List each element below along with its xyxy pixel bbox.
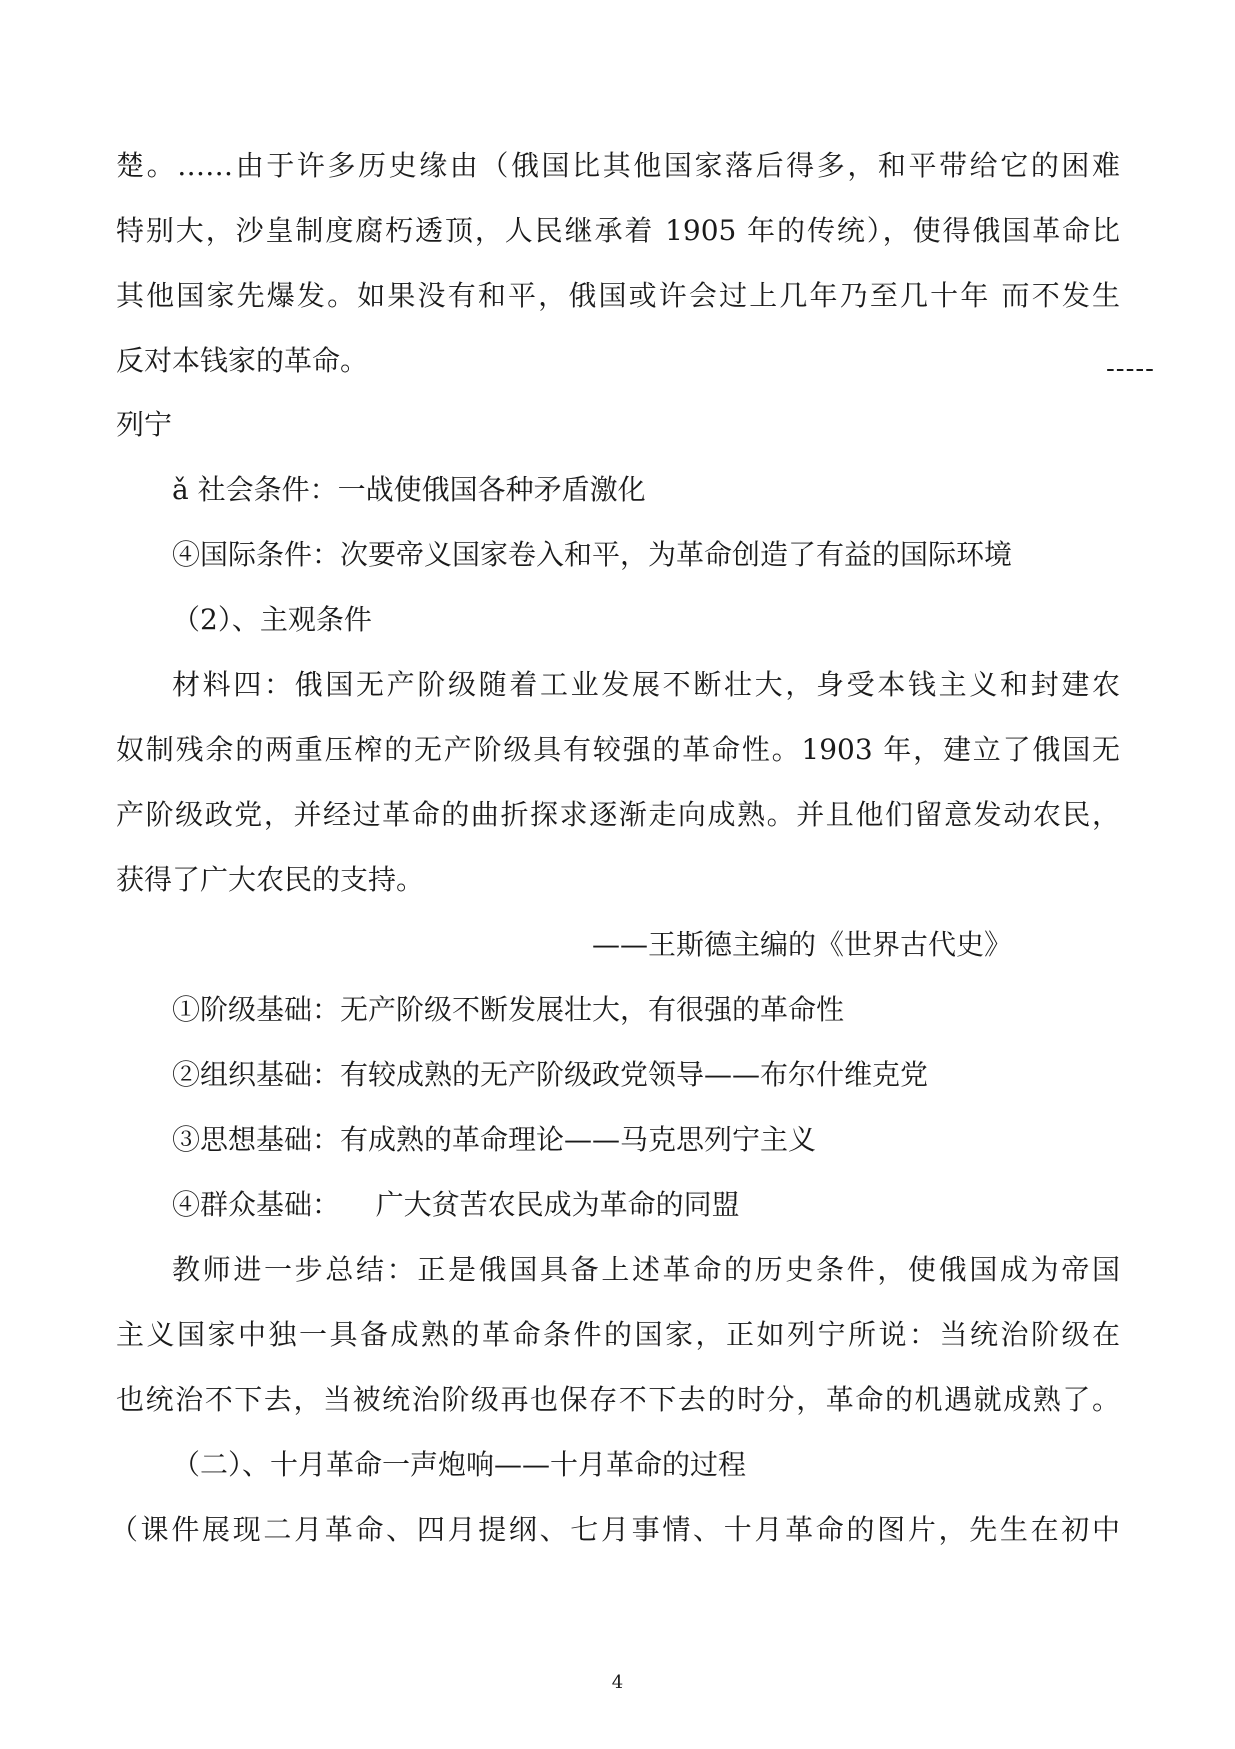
text-line: 主义国家中独一具备成熟的革命条件的国家，正如列宁所说：当统治阶级在 [116, 1318, 1120, 1351]
text-line: 也统治不下去，当被统治阶级再也保存不下去的时分，革命的机遇就成熟了。 [116, 1383, 1120, 1416]
text-line: 获得了广大农民的支持。 [116, 863, 425, 896]
text-line: 特别大，沙皇制度腐朽透顶，人民继承着 1905 年的传统），使得俄国革命比 [116, 214, 1120, 247]
text-line: 教师进一步总结：正是俄国具备上述革命的历史条件，使俄国成为帝国 [172, 1253, 1120, 1286]
text-line: 楚。……由于许多历史缘由（俄国比其他国家落后得多，和平带给它的困难 [116, 149, 1120, 182]
text-line: 材料四：俄国无产阶级随着工业发展不断壮大，身受本钱主义和封建农 [172, 668, 1120, 701]
text-line: （课件展现二月革命、四月提纲、七月事情、十月革命的图片，先生在初中 [110, 1513, 1120, 1546]
text-line: 列宁 [116, 408, 173, 441]
list-item: ④群众基础： 广大贫苦农民成为革命的同盟 [172, 1188, 740, 1221]
citation: ——王斯德主编的《世界古代史》 [592, 928, 1013, 961]
page-number: 4 [611, 1672, 624, 1693]
list-item: ①阶级基础：无产阶级不断发展壮大，有很强的革命性 [172, 993, 845, 1026]
section-heading: （2）、主观条件 [172, 603, 372, 636]
list-item: ②组织基础：有较成熟的无产阶级政党领导——布尔什维克党 [172, 1058, 929, 1091]
section-heading: （二）、十月革命一声炮响——十月革命的过程 [172, 1448, 747, 1481]
text-line: 其他国家先爆发。如果没有和平，俄国或许会过上几年乃至几十年 而不发生 [116, 279, 1120, 312]
text-line: 产阶级政党，并经过革命的曲折探求逐渐走向成熟。并且他们留意发动农民， [116, 798, 1120, 831]
text-line: 反对本钱家的革命。 [116, 344, 369, 377]
list-item: ③思想基础：有成熟的革命理论——马克思列宁主义 [172, 1123, 817, 1156]
list-item: ④国际条件：次要帝义国家卷入和平，为革命创造了有益的国际环境 [172, 538, 1013, 571]
list-item: ǎ 社会条件：一战使俄国各种矛盾激化 [172, 473, 646, 506]
attribution-dash: ----- [1106, 354, 1155, 384]
text-line: 奴制残余的两重压榨的无产阶级具有较强的革命性。1903 年，建立了俄国无 [116, 733, 1120, 766]
